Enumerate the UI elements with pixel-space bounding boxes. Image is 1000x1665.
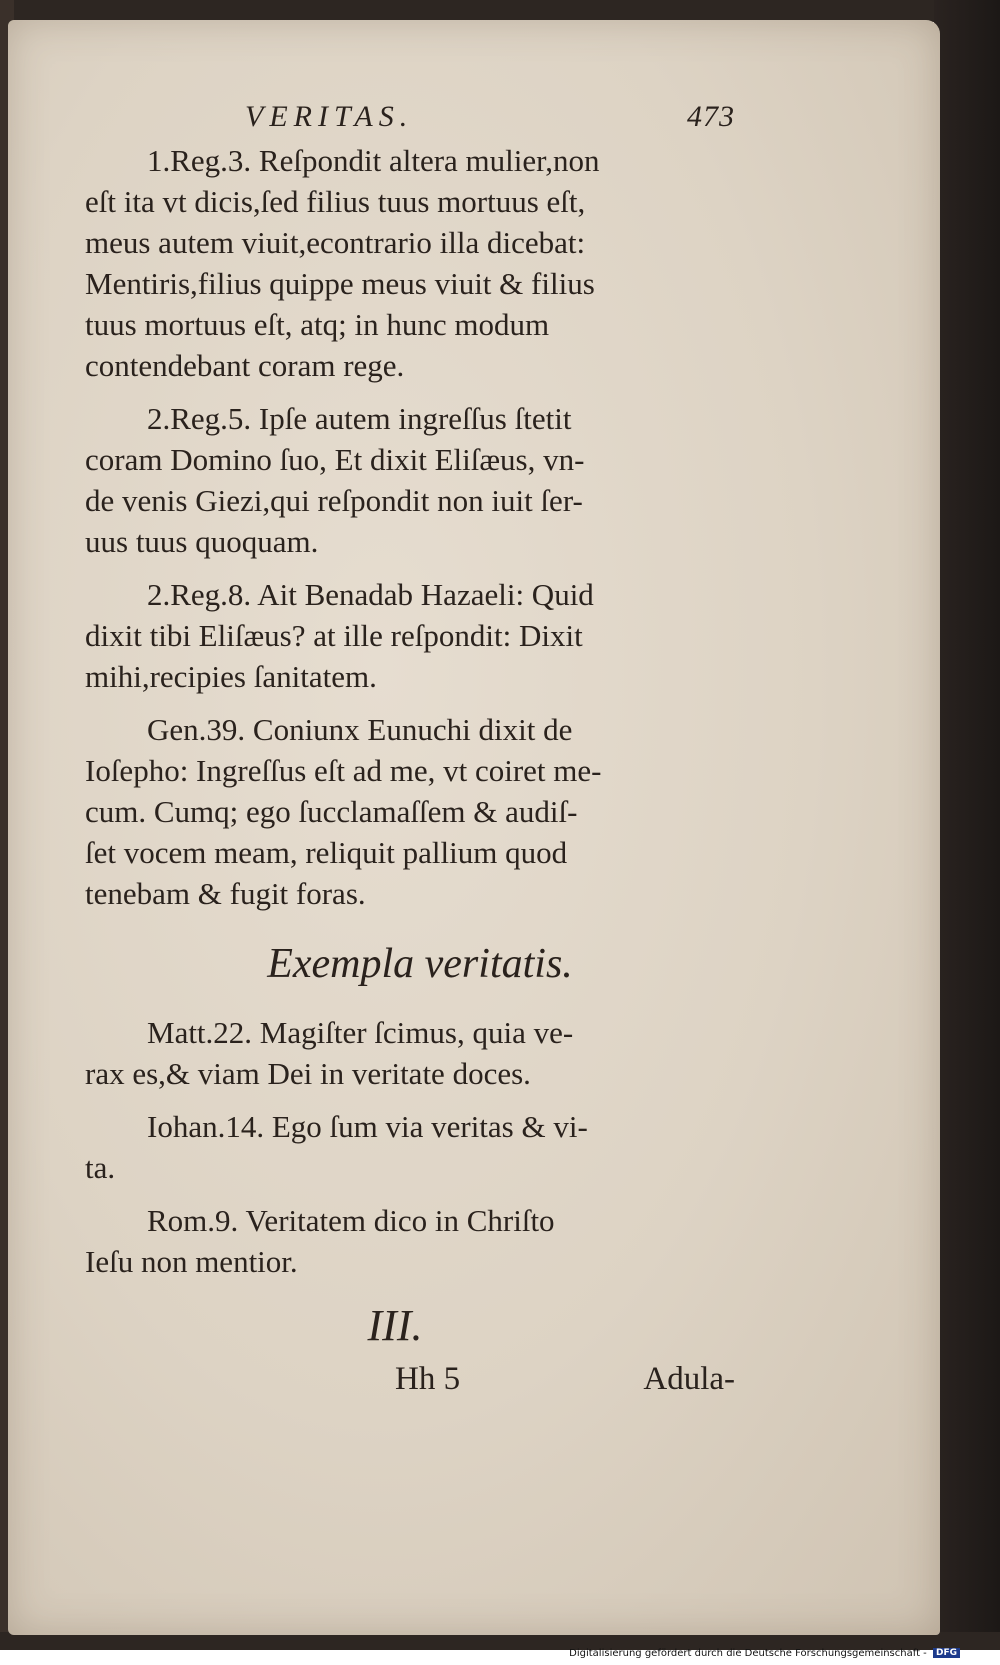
text-line: tuus mortuus eſt, atq; in hunc modum <box>85 307 550 342</box>
scan-background-right <box>934 0 1000 1650</box>
text-line: Mentiris,filius quippe meus viuit & filius <box>85 266 595 301</box>
text-line: cum. Cumq; ego ſucclamaſſem & audiſ- <box>85 794 578 829</box>
text-line: Matt.22. Magiſter ſcimus, quia ve- <box>147 1015 574 1050</box>
dfg-logo-icon: DFG <box>933 1648 960 1658</box>
catchword: Adula- <box>643 1361 735 1397</box>
text-line: 2.Reg.5. Ipſe autem ingreſſus ſtetit <box>147 401 572 436</box>
paragraph-2reg8 <box>85 574 735 697</box>
text-line: tenebam & fugit foras. <box>85 876 366 911</box>
part-number: III. <box>367 1301 423 1350</box>
section-heading: Exempla veritatis. <box>267 941 573 987</box>
text-line: ſet vocem meam, reliquit pallium quod <box>85 835 568 870</box>
text-line: Ioſepho: Ingreſſus eſt ad me, vt coiret me- <box>85 753 602 788</box>
page-number: 473 <box>687 100 735 133</box>
running-title: VERITAS. <box>245 100 414 133</box>
text-line: coram Domino ſuo, Et dixit Eliſæus, vn- <box>85 442 585 477</box>
text-line: meus autem viuit,econtrario illa dicebat: <box>85 225 586 260</box>
text-line: Gen.39. Coniunx Eunuchi dixit de <box>147 712 573 747</box>
signature-mark: Hh 5 <box>395 1361 461 1397</box>
paragraph-gen39 <box>85 709 735 914</box>
text-line: uus tuus quoquam. <box>85 524 319 559</box>
scan-background-top <box>0 0 1000 22</box>
text-line: de venis Giezi,qui reſpondit non iuit ſer- <box>85 483 583 518</box>
text-line: Iohan.14. Ego ſum via veritas & vi- <box>147 1109 588 1144</box>
text-line: Rom.9. Veritatem dico in Chriſto <box>147 1203 555 1238</box>
text-line: 1.Reg.3. Reſpondit altera mulier,non <box>147 143 600 178</box>
text-line: ta. <box>85 1150 116 1185</box>
text-line: 2.Reg.8. Ait Benadab Hazaeli: Quid <box>147 577 594 612</box>
example-iohan14 <box>85 1106 735 1188</box>
text-line: eſt ita vt dicis,ſed filius tuus mortuus eſt, <box>85 184 586 219</box>
running-head <box>85 100 735 140</box>
paragraph-1reg3 <box>85 140 735 386</box>
text-line: mihi,recipies ſanitatem. <box>85 659 377 694</box>
catchline <box>85 1361 735 1409</box>
text-line: Ieſu non mentior. <box>85 1244 298 1279</box>
credit-text: Digitalisierung gefördert durch die Deutsche Forschungsgemeinschaft - <box>569 1648 927 1659</box>
text-line: contendebant coram rege. <box>85 348 405 383</box>
paragraph-2reg5 <box>85 398 735 562</box>
example-rom9 <box>85 1200 735 1282</box>
text-line: rax es,& viam Dei in veritate doces. <box>85 1056 531 1091</box>
page-text <box>85 100 735 1409</box>
text-line: dixit tibi Eliſæus? at ille reſpondit: Dixit <box>85 618 583 653</box>
example-matt22 <box>85 1012 735 1094</box>
digitization-credit <box>569 1648 960 1659</box>
